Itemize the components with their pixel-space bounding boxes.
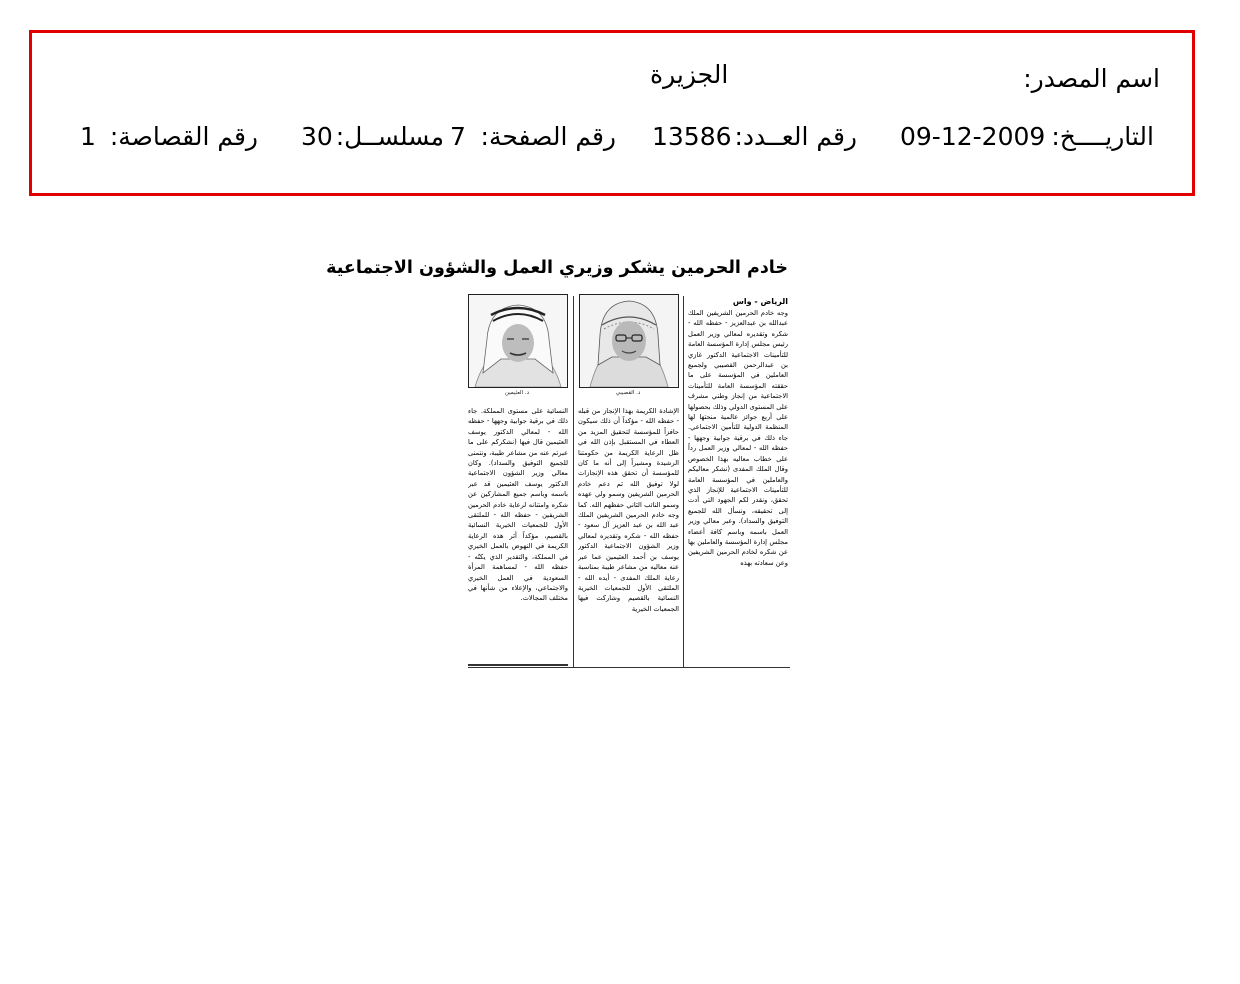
source-label: اسم المصدر: (1023, 64, 1160, 93)
article-headline: خادم الحرمين يشكر وزيري العمل والشؤون الاجتماعية (326, 258, 788, 278)
column-divider (573, 296, 574, 668)
article-column-2 (578, 406, 679, 668)
serial-label: مسلســل: (335, 122, 444, 151)
source-info-box (29, 30, 1195, 196)
page-label: رقم الصفحة: (480, 122, 616, 151)
article-dateline: الرياض - واس (732, 297, 788, 306)
clip-label: رقم القصاصة: (109, 122, 258, 151)
date-value: 09-12-2009 (900, 122, 1046, 151)
source-value: الجزيرة (650, 60, 729, 89)
article-column-1 (688, 296, 788, 668)
issue-label: رقم العــدد: (734, 122, 857, 151)
end-rule (468, 664, 568, 666)
bottom-rule (468, 667, 790, 668)
newspaper-clipping (326, 256, 792, 668)
column-divider (683, 296, 684, 668)
article-column-3 (468, 406, 568, 662)
article-column-3-text: النسائية على مستوى المملكة. جاء ذلك في برقية جوابية وجهها - حفظه الله - لمعالي الدكتور يوسف العثيمين قال فيها (نشكركم على ما عبرتم عنه من مشاعر طيبة، ونتمنى للجميع التوفيق والسداد). وكان معالي وزير الشؤون الاجتماعية الدكتور يوسف العثيمين قد عبر باسمه وباسم جميع المشاركين عن شكره وامتنانه لرعاية خادم الحرمين الشريفين - حفظه الله - للملتقى الأول للجمعيات الخيرية النسائية بالقصيم، مؤكداً أثر هذه الرعاية الكريمة في النهوض بالعمل الخيري في المملكة، والتقدير الذي يكنّه - حفظه الله - لمساهمة المرأة السعودية في العمل الخيري والاجتماعي، والإعلاء من شأنها في مختلف المجالات. (468, 407, 568, 603)
page-value: 7 (450, 122, 466, 151)
article-column-2-text: الإشادة الكريمة بهذا الإنجاز من قبله - حفظه الله - مؤكداً أن ذلك سيكون حافزاً للمؤسسة لتحقيق المزيد من العطاء في المستقبل بإذن الله في ظل الرعاية الكريمة من حكومتنا الرشيدة ومشيراً إلى أنه ما كان للمؤسسة أن تحقق هذه الإنجازات لولا توفيق الله ثم دعم خادم الحرمين الشريفين وسمو ولي عهده وسمو النائب الثاني حفظهم الله. كما وجه خادم الحرمين الشريفين الملك عبد الله بن عبد العزيز آل سعود - حفظه الله - شكره وتقديره لمعالي وزير الشؤون الاجتماعية الدكتور يوسف بن أحمد العثيمين عما عبر عنه معاليه من مشاعر طيبة بمناسبة رعاية الملك المفدى - أيده الله - الملتقى الأول للجمعيات الخيرية النسائية بالقصيم وشاركت فيها الجمعيات الخيرية (578, 407, 679, 613)
photo-caption-othaimeen: د. العثيمين (504, 390, 530, 396)
date-label: التاريــــخ: (1051, 122, 1154, 151)
photo-qusaibi (579, 294, 679, 388)
article-column-1-text: وجه خادم الحرمين الشريفين الملك عبدالله بن عبدالعزيز - حفظه الله - شكره وتقديره لمعالي وزير العمل رئيس مجلس إدارة المؤسسة العامة للتأمينات الاجتماعية الدكتور غازي بن عبدالرحمن القصيبي ولجميع العاملين في المؤسسة على ما حققته المؤسسة العامة للتأمينات الاجتماعية من إنجاز وطني مشرف على المستوى الدولي وذلك بحصولها على أربع جوائز عالمية منحتها لها المنظمة الدولية للتأمين الاجتماعي. جاء ذلك في برقية جوابية وجهها - حفظه الله - لمعالي وزير العمل رداً على خطاب معاليه بهذا الخصوص وقال الملك المفدى (نشكر معاليكم والعاملين في المؤسسة العامة للتأمينات الاجتماعية للإنجاز الذي تحقق، ونقدر لكم الجهود التي أدت إلى تحقيقه، ونسأل الله للجميع التوفيق والسداد). وعبر معالي وزير العمل باسمه وباسم كافة أعضاء مجلس إدارة المؤسسة والعاملين بها عن شكره لخادم الحرمين الشريفين وعن سعادته بهذه (688, 309, 788, 567)
issue-value: 13586 (652, 122, 732, 151)
serial-value: 30 (301, 122, 333, 151)
clip-value: 1 (80, 122, 96, 151)
photo-othaimeen (468, 294, 568, 388)
photo-caption-qusaibi: د. القصيبي (615, 390, 641, 396)
